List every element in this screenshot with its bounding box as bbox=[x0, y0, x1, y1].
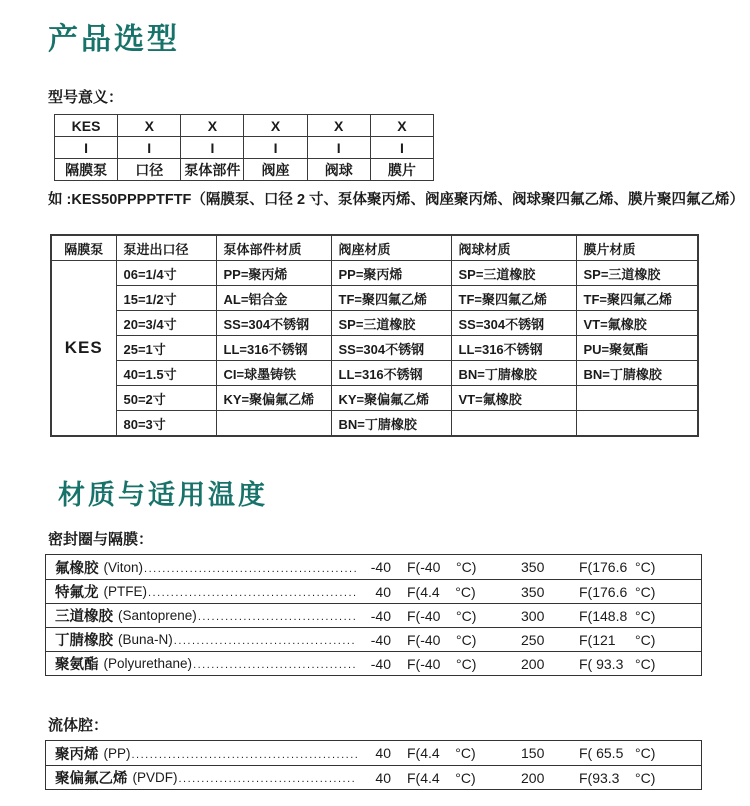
model-meaning-label: 型号意义： bbox=[48, 89, 124, 106]
model-cell: 隔膜泵 bbox=[55, 159, 118, 181]
temp-min-c: F(-40 °C) bbox=[407, 559, 477, 575]
model-cell: X bbox=[307, 115, 370, 137]
seal-temperature-table bbox=[45, 554, 702, 676]
selection-header: 膜片材质 bbox=[576, 235, 698, 261]
materials-section-title: 材质与适用温度 bbox=[58, 480, 268, 510]
fluid-table-label: 流体腔： bbox=[48, 717, 109, 734]
dotted-leader bbox=[144, 563, 357, 575]
selection-cell: PU=聚氨酯 bbox=[576, 336, 698, 361]
model-row-names bbox=[55, 159, 434, 181]
selection-cell: LL=316不锈钢 bbox=[451, 336, 576, 361]
selection-cell: TF=聚四氟乙烯 bbox=[331, 286, 451, 311]
selection-cell: BN=丁腈橡胶 bbox=[331, 411, 451, 437]
temp-row bbox=[46, 627, 701, 651]
material-name: 氟橡胶 bbox=[55, 560, 99, 577]
model-cell: 阀球 bbox=[307, 159, 370, 181]
model-cell: 阀座 bbox=[244, 159, 307, 181]
selection-cell: 06=1/4寸 bbox=[116, 261, 216, 286]
temp-max-f: 250 bbox=[521, 631, 545, 648]
temp-row bbox=[46, 651, 701, 675]
dotted-leader bbox=[132, 749, 358, 761]
material-name-en: (Buna-N) bbox=[118, 632, 173, 647]
model-cell: KES bbox=[55, 115, 118, 137]
selection-cell: LL=316不锈钢 bbox=[216, 336, 331, 361]
temp-row bbox=[46, 579, 701, 603]
model-cell: 泵体部件 bbox=[181, 159, 244, 181]
selection-cell: PP=聚丙烯 bbox=[216, 261, 331, 286]
model-cell: X bbox=[244, 115, 307, 137]
selection-cell: KY=聚偏氟乙烯 bbox=[216, 386, 331, 411]
temp-max-c: F(176.6 °C) bbox=[579, 583, 656, 600]
temp-min-c: F(4.4 °C) bbox=[407, 769, 476, 786]
temp-row bbox=[46, 765, 701, 789]
selection-cell: SP=三道橡胶 bbox=[331, 311, 451, 336]
temp-max-f: 150 bbox=[521, 745, 545, 761]
model-code-table bbox=[54, 114, 434, 181]
material-name: 聚丙烯 bbox=[55, 746, 99, 763]
selection-cell: SP=三道橡胶 bbox=[576, 261, 698, 286]
selection-row bbox=[51, 386, 698, 411]
selection-cell: SS=304不锈钢 bbox=[451, 311, 576, 336]
dotted-leader bbox=[179, 773, 358, 785]
selection-header-row bbox=[51, 235, 698, 261]
material-name: 聚偏氟乙烯 bbox=[55, 771, 128, 787]
model-cell: I bbox=[244, 137, 307, 159]
material-name: 三道橡胶 bbox=[55, 609, 113, 625]
selection-cell bbox=[576, 386, 698, 411]
selection-row bbox=[51, 361, 698, 386]
material-name-en: (Santoprene) bbox=[118, 608, 197, 623]
temp-max-c: F(121 °C) bbox=[579, 631, 656, 648]
selection-cell bbox=[576, 411, 698, 437]
model-cell: X bbox=[181, 115, 244, 137]
model-row-bars bbox=[55, 137, 434, 159]
selection-header: 泵体部件材质 bbox=[216, 235, 331, 261]
temp-min-f: 40 bbox=[375, 769, 391, 786]
model-cell: I bbox=[370, 137, 433, 159]
selection-cell: 20=3/4寸 bbox=[116, 311, 216, 336]
dotted-leader bbox=[148, 587, 357, 599]
temp-min-f: -40 bbox=[370, 655, 391, 672]
temp-min-f: -40 bbox=[370, 559, 391, 575]
selection-series-code: KES bbox=[51, 261, 116, 437]
selection-cell: CI=球墨铸铁 bbox=[216, 361, 331, 386]
selection-cell: SP=三道橡胶 bbox=[451, 261, 576, 286]
selection-cell: 15=1/2寸 bbox=[116, 286, 216, 311]
dotted-leader bbox=[174, 635, 357, 647]
page-title: 产品选型 bbox=[48, 23, 180, 56]
temp-max-f: 350 bbox=[521, 559, 545, 575]
material-name-en: (PVDF) bbox=[132, 770, 178, 785]
selection-cell: 80=3寸 bbox=[116, 411, 216, 437]
selection-cell: SS=304不锈钢 bbox=[331, 336, 451, 361]
temp-row bbox=[46, 741, 701, 765]
temp-max-c: F(148.8 °C) bbox=[579, 607, 656, 624]
selection-row bbox=[51, 286, 698, 311]
model-row-codes bbox=[55, 115, 434, 137]
selection-col1-header: 隔膜泵 bbox=[51, 235, 116, 261]
selection-header: 阀座材质 bbox=[331, 235, 451, 261]
selection-cell: TF=聚四氟乙烯 bbox=[576, 286, 698, 311]
selection-row bbox=[51, 261, 698, 286]
selection-cell: VT=氟橡胶 bbox=[576, 311, 698, 336]
model-cell: I bbox=[181, 137, 244, 159]
temp-min-c: F(4.4 °C) bbox=[407, 583, 476, 600]
temp-min-f: 40 bbox=[375, 745, 391, 761]
selection-cell: BN=丁腈橡胶 bbox=[451, 361, 576, 386]
selection-cell: SS=304不锈钢 bbox=[216, 311, 331, 336]
material-name-en: (Polyurethane) bbox=[103, 656, 193, 671]
selection-cell bbox=[216, 411, 331, 437]
selection-cell: 40=1.5寸 bbox=[116, 361, 216, 386]
temp-min-f: 40 bbox=[375, 583, 391, 600]
temp-max-f: 200 bbox=[521, 655, 545, 672]
selection-cell: AL=铝合金 bbox=[216, 286, 331, 311]
model-cell: X bbox=[118, 115, 181, 137]
temp-min-c: F(-40 °C) bbox=[407, 607, 477, 624]
selection-row bbox=[51, 336, 698, 361]
temp-max-c: F(93.3 °C) bbox=[579, 769, 656, 786]
temp-min-f: -40 bbox=[370, 607, 391, 624]
temp-max-f: 300 bbox=[521, 607, 545, 624]
temp-min-c: F(-40 °C) bbox=[407, 631, 477, 648]
material-name-en: (PTFE) bbox=[103, 584, 147, 599]
selection-cell: BN=丁腈橡胶 bbox=[576, 361, 698, 386]
temp-row bbox=[46, 555, 701, 579]
model-cell: I bbox=[307, 137, 370, 159]
temp-max-c: F( 93.3 °C) bbox=[579, 655, 656, 672]
selection-header: 泵进出口径 bbox=[116, 235, 216, 261]
material-name: 聚氨酯 bbox=[55, 657, 99, 673]
temp-max-f: 350 bbox=[521, 583, 545, 600]
selection-row bbox=[51, 311, 698, 336]
model-cell: 膜片 bbox=[370, 159, 433, 181]
selection-cell: 25=1寸 bbox=[116, 336, 216, 361]
selection-table bbox=[50, 234, 699, 437]
dotted-leader bbox=[198, 611, 357, 623]
selection-header: 阀球材质 bbox=[451, 235, 576, 261]
temp-min-c: F(4.4 °C) bbox=[407, 745, 476, 761]
material-name: 丁腈橡胶 bbox=[55, 633, 113, 649]
selection-cell: PP=聚丙烯 bbox=[331, 261, 451, 286]
material-name: 特氟龙 bbox=[55, 585, 99, 601]
model-cell: X bbox=[370, 115, 433, 137]
material-name-en: (Viton) bbox=[103, 559, 144, 575]
temp-max-c: F( 65.5 °C) bbox=[579, 745, 656, 761]
model-cell: I bbox=[118, 137, 181, 159]
temp-max-f: 200 bbox=[521, 769, 545, 786]
temp-min-f: -40 bbox=[370, 631, 391, 648]
selection-row bbox=[51, 411, 698, 437]
fluid-temperature-table bbox=[45, 740, 702, 790]
selection-cell: VT=氟橡胶 bbox=[451, 386, 576, 411]
material-name-en: (PP) bbox=[103, 745, 131, 761]
selection-cell: TF=聚四氟乙烯 bbox=[451, 286, 576, 311]
temp-max-c: F(176.6 °C) bbox=[579, 559, 656, 575]
model-cell: I bbox=[55, 137, 118, 159]
temp-min-c: F(-40 °C) bbox=[407, 655, 477, 672]
selection-cell bbox=[451, 411, 576, 437]
selection-cell: 50=2寸 bbox=[116, 386, 216, 411]
selection-cell: LL=316不锈钢 bbox=[331, 361, 451, 386]
seal-table-label: 密封圈与隔膜： bbox=[48, 531, 154, 548]
model-example-text: 如 :KES50PPPPTFTF（隔膜泵、口径 2 寸、泵体聚丙烯、阀座聚丙烯、阀球聚四氟乙烯、膜片聚四氟乙烯） bbox=[48, 192, 745, 208]
temp-row bbox=[46, 603, 701, 627]
selection-cell: KY=聚偏氟乙烯 bbox=[331, 386, 451, 411]
dotted-leader bbox=[193, 659, 357, 671]
model-cell: 口径 bbox=[118, 159, 181, 181]
